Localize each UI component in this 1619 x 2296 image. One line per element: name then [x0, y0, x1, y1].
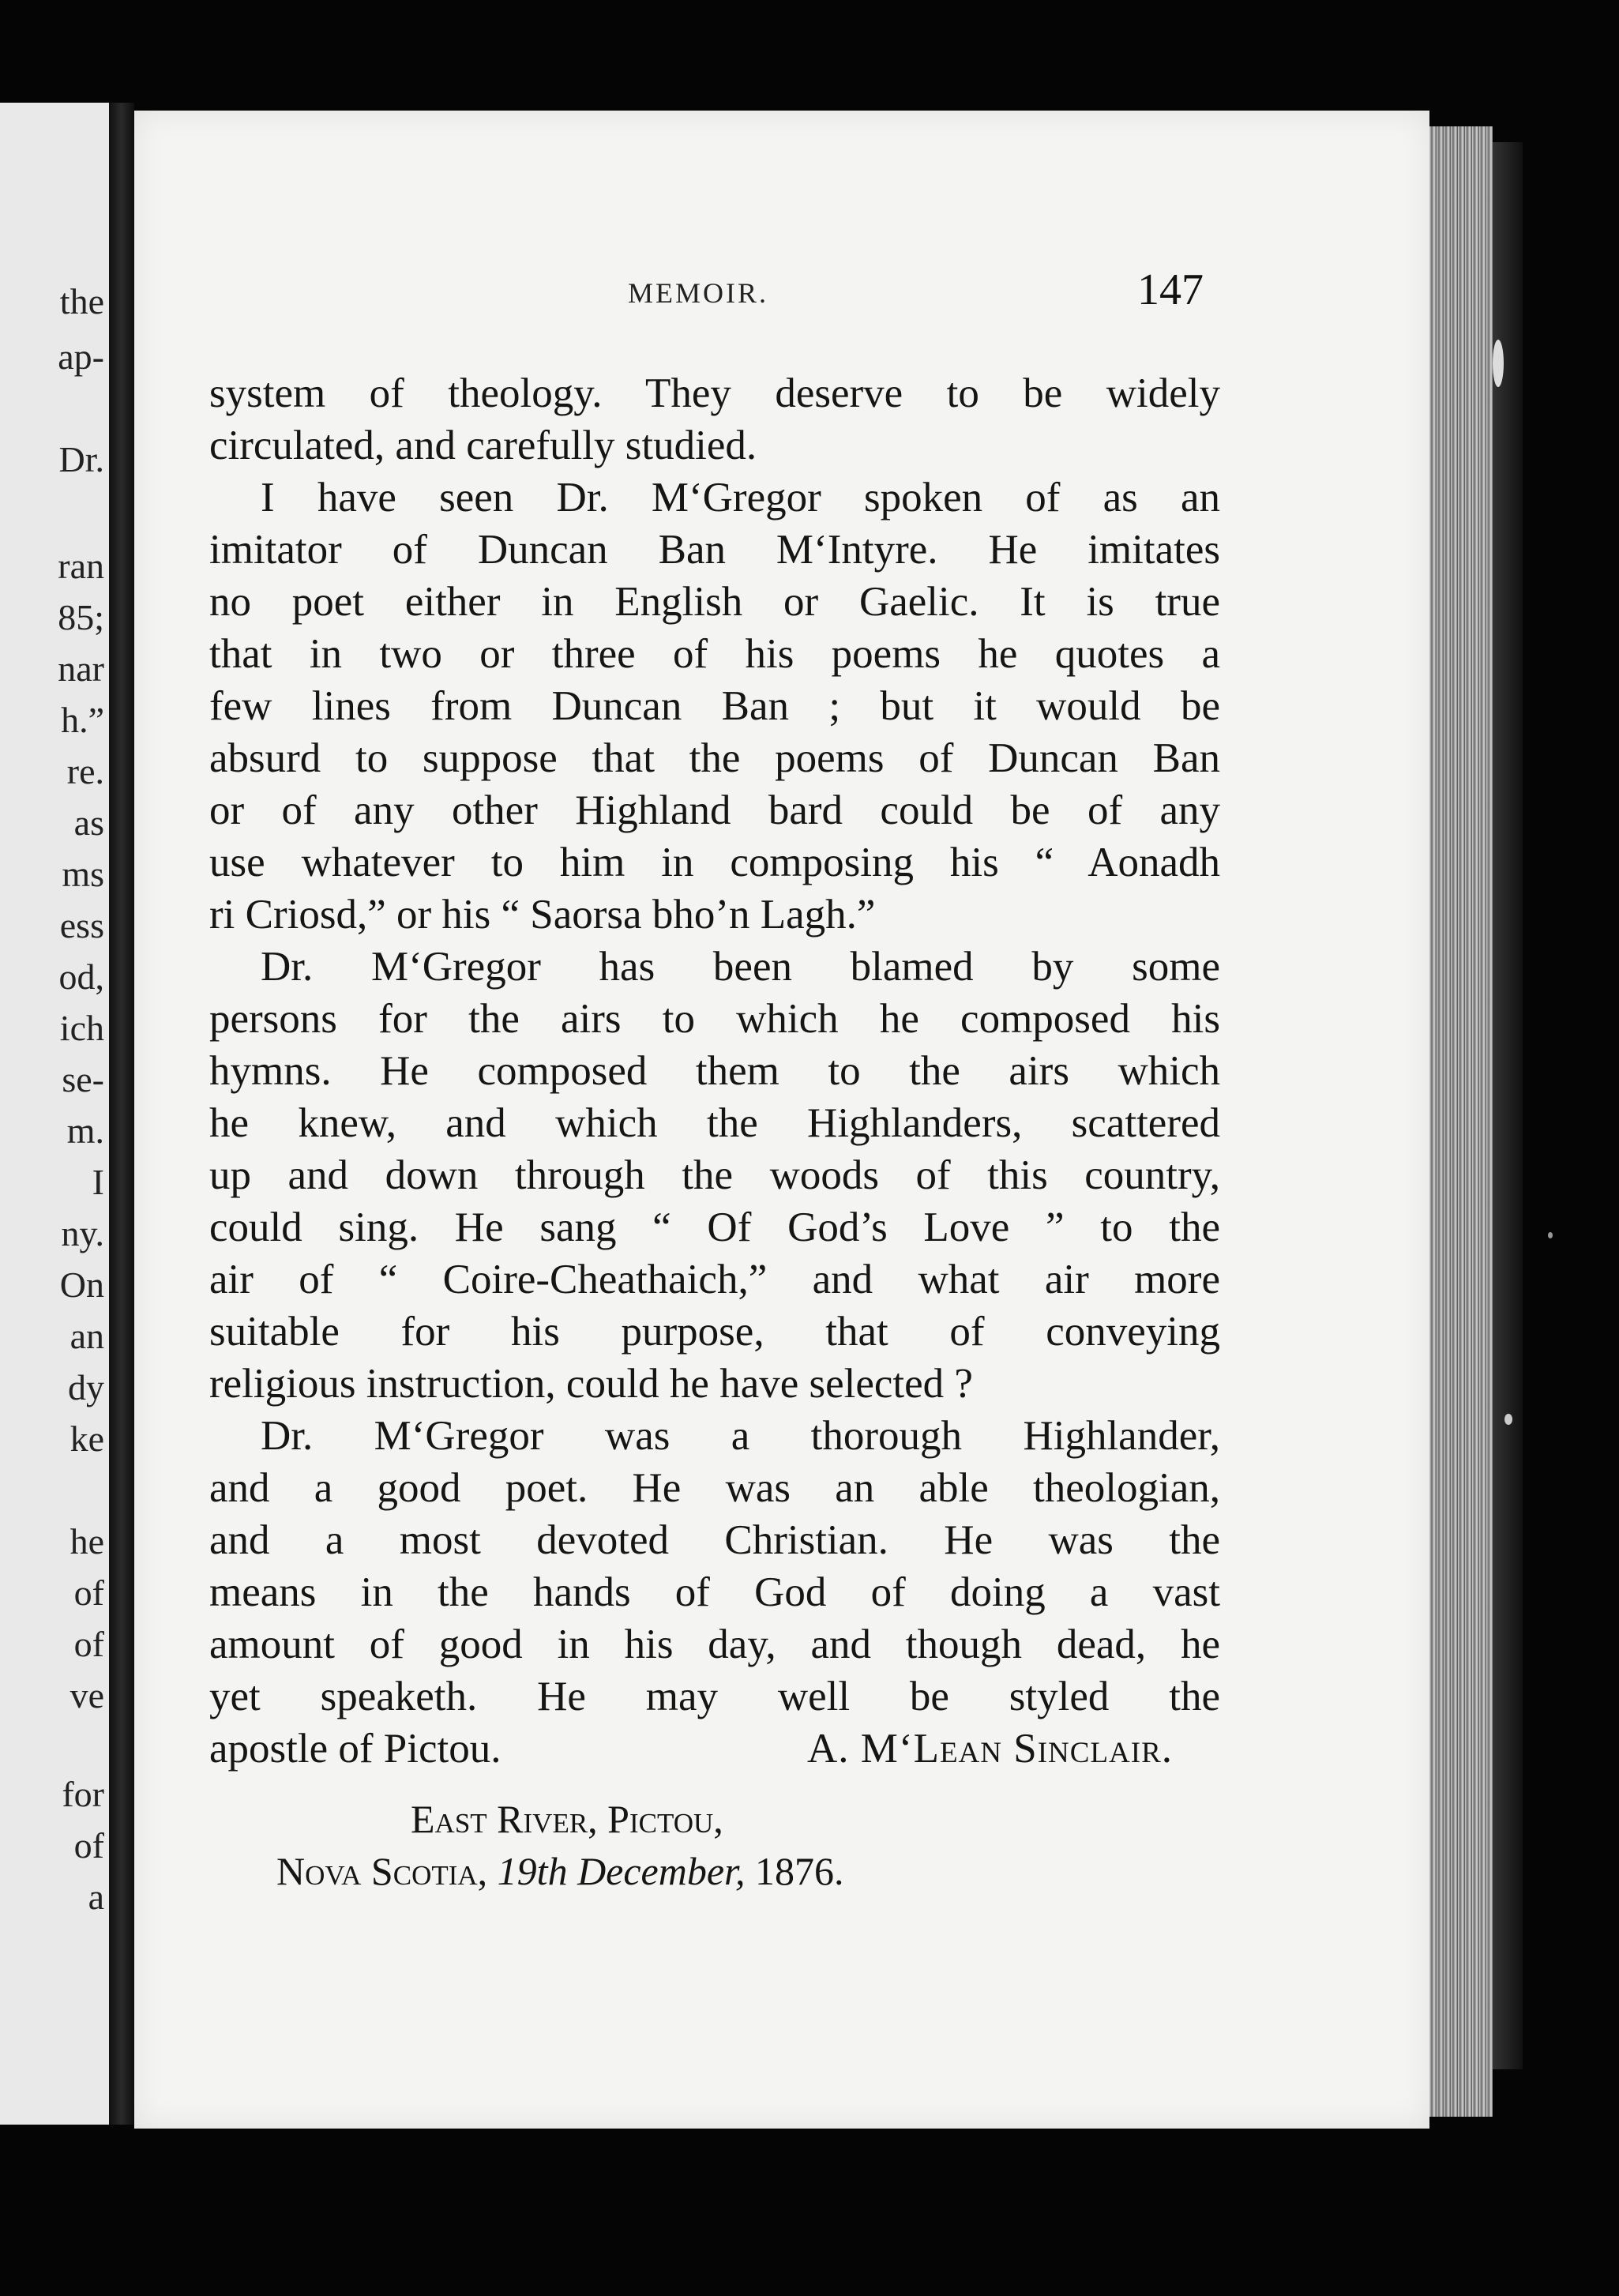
- left-page-line: of: [73, 1573, 104, 1613]
- text-line: use whatever to him in composing his “ Aonadh: [209, 840, 1220, 885]
- left-page-line: Dr.: [58, 439, 104, 479]
- page-edges: [1429, 126, 1493, 2117]
- left-page-line: the: [59, 281, 104, 321]
- paragraph-4: [209, 1410, 1220, 1775]
- text-line: circulated, and carefully studied.: [209, 423, 757, 468]
- body-text: [209, 367, 1220, 1775]
- left-page-line: ran: [58, 546, 104, 586]
- dateline-date: [276, 1845, 843, 1897]
- text-line: Dr. M‘Gregor has been blamed by some: [261, 944, 1220, 990]
- left-page-line: ny.: [61, 1213, 104, 1253]
- left-page-line: a: [88, 1877, 104, 1917]
- left-page-line: On: [59, 1264, 104, 1305]
- text-line: ri Criosd,” or his “ Saorsa bho’n Lagh.”: [209, 892, 876, 938]
- text-line: no poet either in English or Gaelic. It is true: [209, 579, 1220, 625]
- left-page-line: h.”: [61, 700, 104, 740]
- text-line: persons for the airs to which he composed his: [209, 996, 1220, 1042]
- text-line: suitable for his purpose, that of conveying: [209, 1309, 1220, 1355]
- left-page-line: nar: [58, 648, 104, 689]
- left-page-line: od,: [58, 956, 104, 997]
- text-line: I have seen Dr. M‘Gregor spoken of as an: [261, 475, 1220, 520]
- left-page-line: I: [92, 1162, 104, 1202]
- dateline-province: Nova Scotia,: [276, 1849, 488, 1893]
- text-line: means in the hands of God of doing a vast: [209, 1569, 1220, 1615]
- left-page-line: of: [73, 1825, 104, 1866]
- left-page-line: as: [73, 802, 104, 843]
- left-page-line: ms: [62, 854, 104, 894]
- left-page-line: ke: [69, 1419, 104, 1459]
- left-page-fragment: [0, 103, 109, 2125]
- left-page-line: 85;: [58, 597, 104, 637]
- left-page-line: m.: [66, 1110, 104, 1151]
- left-page-line: ap-: [58, 336, 104, 377]
- left-page-line: re.: [66, 751, 104, 791]
- text-line: religious instruction, could he have selected ?: [209, 1361, 973, 1407]
- text-line: few lines from Duncan Ban ; but it would be: [209, 683, 1220, 729]
- text-line: he knew, and which the Highlanders, scattered: [209, 1100, 1220, 1146]
- text-line: and a good poet. He was an able theologian,: [209, 1465, 1220, 1511]
- left-page-line: he: [69, 1521, 104, 1561]
- scan-speck: [1504, 1414, 1512, 1425]
- text-line: imitator of Duncan Ban M‘Intyre. He imitates: [209, 527, 1220, 573]
- dateline: [276, 1793, 843, 1897]
- text-line: and a most devoted Christian. He was the: [209, 1517, 1220, 1563]
- left-page-line: ve: [69, 1675, 104, 1715]
- text-line: amount of good in his day, and though dead, he: [209, 1621, 1220, 1667]
- left-page-line: for: [62, 1774, 104, 1814]
- left-page-line: se-: [62, 1059, 104, 1099]
- closing-text: apostle of Pictou.: [209, 1726, 501, 1772]
- text-line: yet speaketh. He may well be styled the: [209, 1674, 1220, 1719]
- text-line: hymns. He composed them to the airs which: [209, 1048, 1220, 1094]
- left-page-line: dy: [68, 1367, 104, 1407]
- text-line: absurd to suppose that the poems of Duncan Ban: [209, 735, 1220, 781]
- left-page-line: an: [69, 1316, 104, 1356]
- paragraph-3: [209, 941, 1220, 1410]
- text-line: system of theology. They deserve to be widely: [209, 370, 1220, 416]
- left-page-line: ess: [59, 905, 104, 945]
- text-line: up and down through the woods of this country,: [209, 1152, 1220, 1198]
- dateline-year: 1876.: [754, 1849, 844, 1893]
- book-spine: [1493, 142, 1523, 2069]
- dateline-day: 19th December,: [497, 1849, 746, 1893]
- book-gutter: [109, 103, 134, 2125]
- closing-line: [209, 1723, 1220, 1775]
- left-page-line: of: [73, 1624, 104, 1664]
- text-line: that in two or three of his poems he quotes a: [209, 631, 1220, 677]
- text-line: could sing. He sang “ Of God’s Love ” to the: [209, 1204, 1220, 1250]
- author-signature: A. M‘Lean Sinclair.: [807, 1726, 1173, 1772]
- left-page-line: ich: [59, 1008, 104, 1048]
- scan-speck: [1493, 340, 1504, 387]
- scan-speck: [1548, 1232, 1553, 1238]
- page-number: 147: [1137, 265, 1204, 314]
- text-line: air of “ Coire-Cheathaich,” and what air more: [209, 1257, 1220, 1302]
- text-line: Dr. M‘Gregor was a thorough Highlander,: [261, 1413, 1220, 1459]
- text-line: or of any other Highland bard could be of any: [209, 787, 1220, 833]
- running-head: MEMOIR.: [628, 277, 769, 309]
- paragraph-1: [209, 367, 1220, 472]
- dateline-place: East River, Pictou,: [411, 1797, 723, 1841]
- paragraph-2: [209, 472, 1220, 941]
